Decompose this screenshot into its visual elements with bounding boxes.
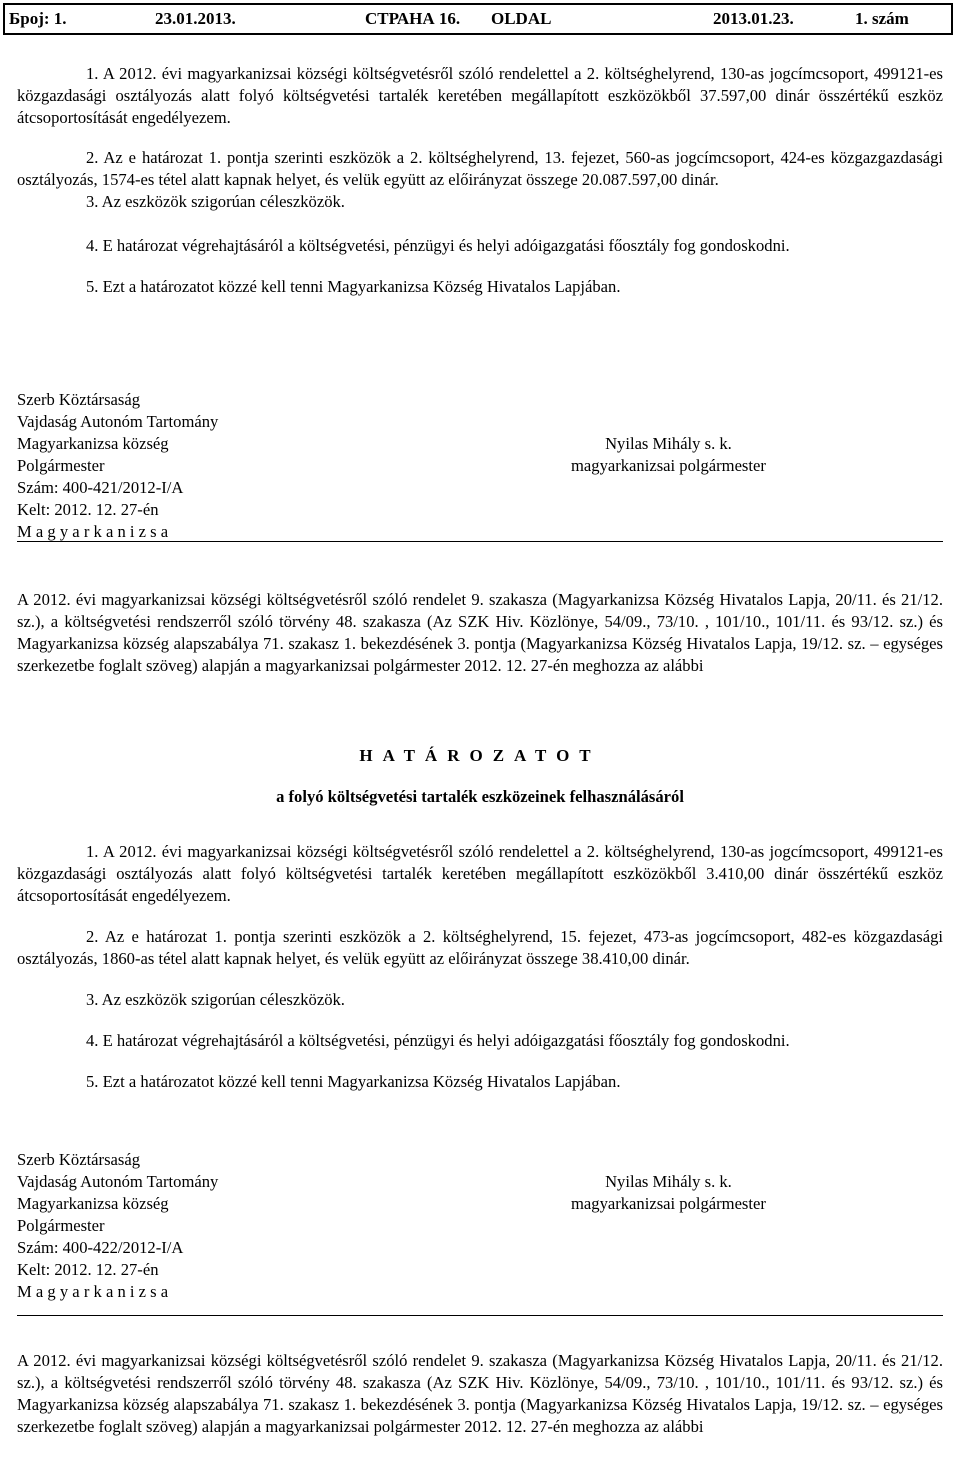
province-line: Vajdaság Autonóm Tartomány	[17, 1172, 219, 1191]
paragraph: 3. Az eszközök szigorúan céleszközök.	[86, 990, 345, 1009]
serbian-page: СТРАНА 16.	[365, 9, 461, 28]
country-line: Szerb Köztársaság	[17, 390, 141, 409]
paragraph: 2. Az e határozat 1. pontja szerinti eszközök a 2. költséghelyrend, 13. fejezet, 560-as jogcímcsoport, 424-es közgazgazdasági osztályozás, 1574-es tétel alatt kapnak helyet, és velük együtt az előirányzat összege 20.087.597,00 dinár.	[17, 148, 943, 189]
preamble	[17, 589, 943, 677]
hungarian-date: 2013.01.23.	[713, 9, 794, 28]
date-line: Kelt: 2012. 12. 27-én	[17, 1260, 159, 1279]
paragraph: 3. Az eszközök szigorúan céleszközök.	[86, 192, 345, 211]
resolution-body	[17, 841, 943, 1093]
document-number: Szám: 400-422/2012-I/A	[17, 1238, 184, 1257]
signatory-role: magyarkanizsai polgármester	[571, 1194, 766, 1213]
municipality-line: Magyarkanizsa község	[17, 1194, 169, 1213]
signatory-role: magyarkanizsai polgármester	[571, 456, 766, 475]
hungarian-page: OLDAL	[491, 9, 552, 28]
country-line: Szerb Köztársaság	[17, 1150, 141, 1169]
paragraph: 1. A 2012. évi magyarkanizsai községi költségvetésről szóló rendelettel a 2. költséghelyrend, 130-as jogcímcsoport, 499121-es közgazdasági osztályozás alatt folyó költségvetési tartalék keretében megállapított eszközökből 3.410,00 dinár összértékű eszköz átcsoportosítását engedélyezem.	[17, 842, 943, 905]
preamble-text: A 2012. évi magyarkanizsai községi költségvetésről szóló rendelet 9. szakasza (Magyarkanizsa Község Hivatalos Lapja, 20/11. és 21/12. sz.), a költségvetési rendszerről szóló törvény 48. szakasza (Az SZK Hiv. Közlönye, 54/09., 73/10. , 101/10., 101/11. és 93/12. sz.) és Magyarkanizsa község alapszabálya 71. szakasz 1. bekezdésének 3. pontja (Magyarkanizsa Község Hivatalos Lapja, 19/12. sz. – egységes szerkezetbe foglalt szöveg) alapján a magyarkanizsai polgármester 2012. 12. 27-én meghozza az alábbi	[17, 590, 943, 675]
separator-line	[17, 1315, 943, 1316]
resolution-title: HATÁROZATOT	[359, 746, 601, 765]
paragraph: 4. E határozat végrehajtásáról a költségvetési, pénzügyi és helyi adóigazgatási főosztály fog gondoskodni.	[86, 236, 790, 255]
signature-block-2	[17, 1149, 943, 1325]
page-header	[3, 3, 953, 35]
signatory-name: Nyilas Mihály s. k.	[605, 434, 732, 453]
serbian-issue-label: Број: 1.	[9, 9, 67, 28]
date-line: Kelt: 2012. 12. 27-én	[17, 500, 159, 519]
top-section	[17, 63, 943, 298]
preamble-2	[17, 1350, 943, 1438]
signatory-name: Nyilas Mihály s. k.	[605, 1172, 732, 1191]
preamble-text: A 2012. évi magyarkanizsai községi költségvetésről szóló rendelet 9. szakasza (Magyarkanizsa Község Hivatalos Lapja, 20/11. és 21/12. sz.), a költségvetési rendszerről szóló törvény 48. szakasza (Az SZK Hiv. Közlönye, 54/09., 73/10. , 101/10., 101/11. és 93/12. sz.) és Magyarkanizsa község alapszabálya 71. szakasz 1. bekezdésének 3. pontja (Magyarkanizsa Község Hivatalos Lapja, 19/12. sz. – egységes szerkezetbe foglalt szöveg) alapján a magyarkanizsai polgármester 2012. 12. 27-én meghozza az alábbi	[17, 1351, 943, 1436]
paragraph: 1. A 2012. évi magyarkanizsai községi költségvetésről szóló rendelettel a 2. költséghelyrend, 130-as jogcímcsoport, 499121-es közgazdasági osztályozás alatt folyó költségvetési tartalék keretében megállapított eszközökből 37.597,00 dinár összértékű eszköz átcsoportosítását engedélyezem.	[17, 64, 943, 127]
separator-line	[17, 541, 943, 542]
place-line: M a g y a r k a n i z s a	[17, 1282, 169, 1301]
office-line: Polgármester	[17, 1216, 105, 1235]
serbian-date: 23.01.2013.	[155, 9, 236, 28]
province-line: Vajdaság Autonóm Tartomány	[17, 412, 219, 431]
hungarian-issue-number: 1. szám	[855, 9, 909, 28]
paragraph: 5. Ezt a határozatot közzé kell tenni Magyarkanizsa Község Hivatalos Lapjában.	[86, 277, 621, 296]
paragraph: 5. Ezt a határozatot közzé kell tenni Magyarkanizsa Község Hivatalos Lapjában.	[86, 1072, 621, 1091]
office-line: Polgármester	[17, 456, 105, 475]
paragraph: 4. E határozat végrehajtásáról a költségvetési, pénzügyi és helyi adóigazgatási főosztály fog gondoskodni.	[86, 1031, 790, 1050]
signature-block-1	[17, 389, 943, 565]
document-number: Szám: 400-421/2012-I/A	[17, 478, 184, 497]
paragraph: 2. Az e határozat 1. pontja szerinti eszközök a 2. költséghelyrend, 15. fejezet, 473-as jogcímcsoport, 482-es közgazdasági osztályozás, 1860-as tétel alatt kapnak helyet, és velük együtt az előirányzat összege 38.410,00 dinár.	[17, 927, 943, 968]
resolution-subtitle: a folyó költségvetési tartalék eszközeinek felhasználásáról	[276, 787, 684, 806]
resolution-heading	[17, 745, 943, 808]
place-line: M a g y a r k a n i z s a	[17, 522, 169, 541]
municipality-line: Magyarkanizsa község	[17, 434, 169, 453]
